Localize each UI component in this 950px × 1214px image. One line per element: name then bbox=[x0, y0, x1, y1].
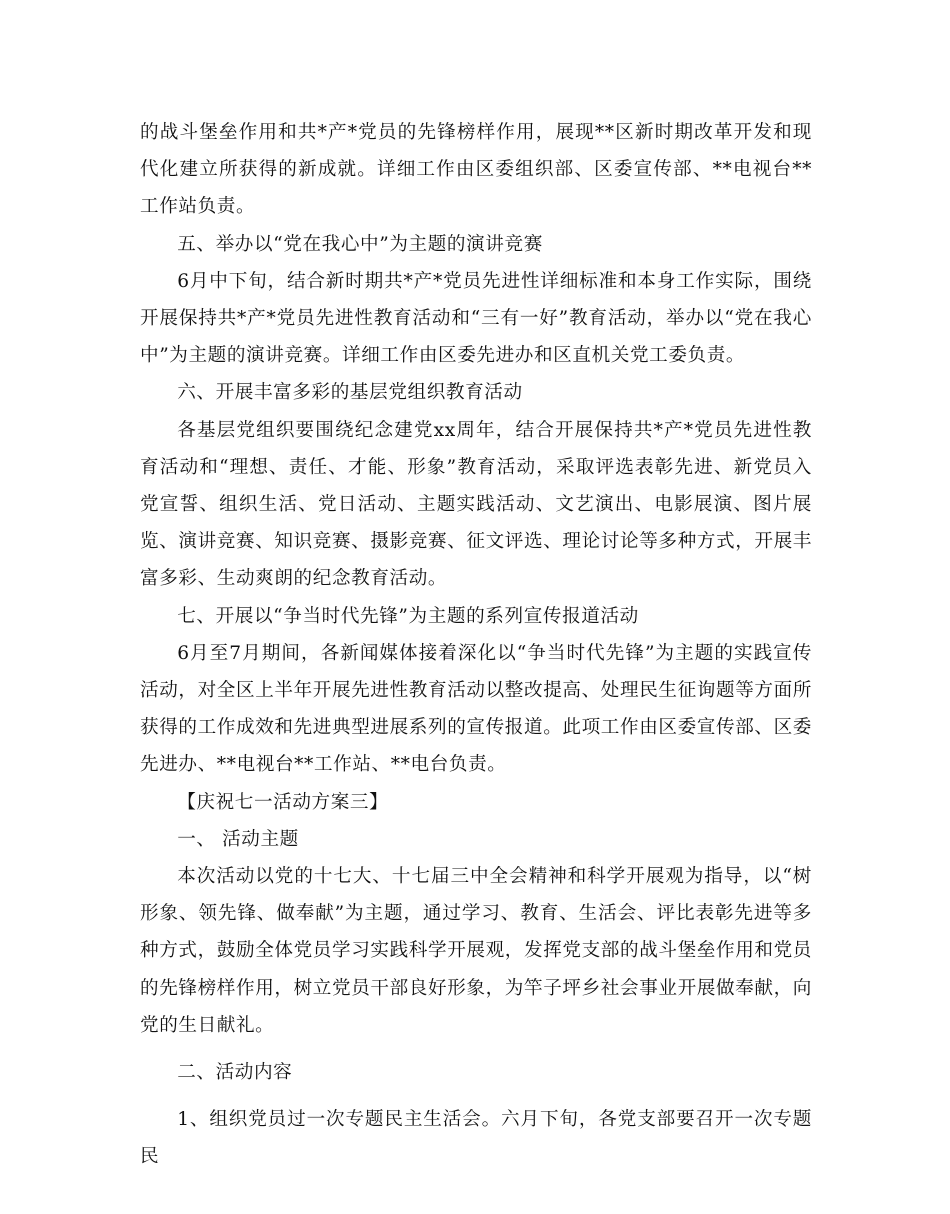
subheading-activity-content: 二、活动内容 bbox=[177, 1062, 293, 1084]
paragraph-media-reporting: 6月至7月期间，各新闻媒体接着深化以“争当时代先锋”为主题的实践宣传活动，对全区上半年开展先进性教育活动以整改提高、处理民生征询题等方面所获得的工作成效和先进典型进展系列的宣传报道。此项工作由区委宣传部、区委先进办、**电视台**工作站、**电台负责。 bbox=[140, 642, 812, 776]
plan-three-title: 【庆祝七一活动方案三】 bbox=[177, 791, 389, 813]
paragraph-continuation: 的战斗堡垒作用和共*产*党员的先锋榜样作用，展现**区新时期改革开发和现代化建立所获得的新成就。详细工作由区委组织部、区委宣传部、**电视台**工作站负责。 bbox=[140, 122, 812, 218]
section-heading-five: 五、举办以“党在我心中”为主题的演讲竞赛 bbox=[177, 233, 543, 255]
paragraph-activity-theme: 本次活动以党的十七大、十七届三中全会精神和科学开展观为指导，以“树形象、领先锋、做奉献”为主题，通过学习、教育、生活会、评比表彰先进等多种方式，鼓励全体党员学习实践科学开展观，发挥党支部的战斗堡垒作用和党员的先锋榜样作用，树立党员干部良好形象，为竿子坪乡社会事业开展做奉献，向党的生日献礼。 bbox=[140, 866, 812, 1036]
section-heading-six: 六、开展丰富多彩的基层党组织教育活动 bbox=[177, 382, 523, 404]
paragraph-democratic-meeting: 1、组织党员过一次专题民主生活会。六月下旬，各党支部要召开一次专题民 bbox=[140, 1109, 812, 1168]
paragraph-grassroots-activities: 各基层党组织要围绕纪念建党xx周年，结合开展保持共*产*党员先进性教育活动和“理想、责任、才能、形象”教育活动，采取评选表彰先进、新党员入党宣誓、组织生活、党日活动、主题实践活动、文艺演出、电影展演、图片展览、演讲竞赛、知识竞赛、摄影竞赛、征文评选、理论讨论等多种方式，开展丰富多彩、生动爽朗的纪念教育活动。 bbox=[140, 419, 812, 590]
document-body bbox=[140, 114, 812, 1176]
paragraph-speech-contest: 6月中下旬，结合新时期共*产*党员先进性详细标准和本身工作实际，围绕开展保持共*产*党员先进性教育活动和“三有一好”教育活动，举办以“党在我心中”为主题的演讲竞赛。详细工作由区委先进办和区直机关党工委负责。 bbox=[140, 270, 812, 367]
subheading-activity-theme: 一、 活动主题 bbox=[177, 828, 299, 850]
section-heading-seven: 七、开展以“争当时代先锋”为主题的系列宣传报道活动 bbox=[177, 605, 639, 627]
